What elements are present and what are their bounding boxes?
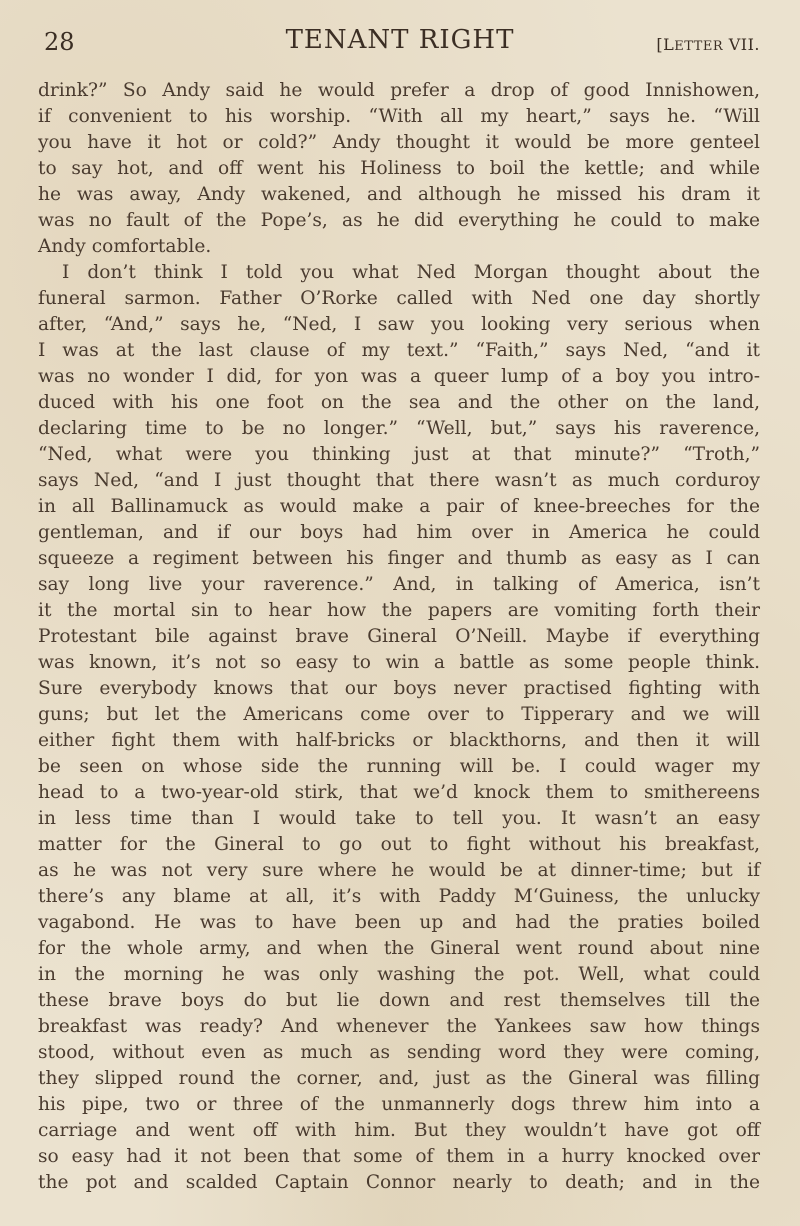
text-line: I don’t think I told you what Ned Morgan thought about the bbox=[62, 262, 760, 283]
text-line: be seen on whose side the running will be. I could wager my bbox=[38, 756, 760, 777]
text-line: if convenient to his worship. “With all my heart,” says he. “Will bbox=[38, 106, 760, 127]
text-line: duced with his one foot on the sea and the other on the land, bbox=[38, 392, 760, 413]
letter-reference bbox=[656, 34, 760, 58]
text-line: his pipe, two or three of the unmannerly dogs threw him into a bbox=[38, 1094, 760, 1115]
text-line: you have it hot or cold?” Andy thought it would be more genteel bbox=[38, 132, 760, 153]
text-line: stood, without even as much as sending word they were coming, bbox=[38, 1042, 760, 1063]
text-line: was no fault of the Pope’s, as he did everything he could to make bbox=[38, 210, 760, 231]
text-line: “Ned, what were you thinking just at that minute?” “Troth,” bbox=[38, 444, 760, 465]
text-line: in the morning he was only washing the pot. Well, what could bbox=[38, 964, 760, 985]
letter-ref-number: VII. bbox=[723, 35, 760, 54]
text-line: the pot and scalded Captain Connor nearly to death; and in the bbox=[38, 1172, 760, 1193]
text-line: he was away, Andy wakened, and although he missed his dram it bbox=[38, 184, 760, 205]
letter-ref-smallcaps: ETTER bbox=[674, 39, 724, 54]
text-line: matter for the Gineral to go out to fight without his breakfast, bbox=[38, 834, 760, 855]
text-line: squeeze a regiment between his finger and thumb as easy as I can bbox=[38, 548, 760, 569]
text-line: funeral sarmon. Father O’Rorke called with Ned one day shortly bbox=[38, 288, 760, 309]
text-line: in all Ballinamuck as would make a pair of knee-breeches for the bbox=[38, 496, 760, 517]
text-line: to say hot, and off went his Holiness to boil the kettle; and while bbox=[38, 158, 760, 179]
text-line: was known, it’s not so easy to win a battle as some people think. bbox=[38, 652, 760, 673]
text-line: Sure everybody knows that our boys never practised fighting with bbox=[38, 678, 760, 699]
text-line: gentleman, and if our boys had him over in America he could bbox=[38, 522, 760, 543]
text-line: these brave boys do but lie down and rest themselves till the bbox=[38, 990, 760, 1011]
text-line: drink?” So Andy said he would prefer a drop of good Innishowen, bbox=[38, 80, 760, 101]
text-line: I was at the last clause of my text.” “Faith,” says Ned, “and it bbox=[38, 340, 760, 361]
letter-ref-open: [L bbox=[656, 35, 675, 54]
page-header bbox=[40, 26, 760, 56]
text-line: either fight them with half-bricks or blackthorns, and then it will bbox=[38, 730, 760, 751]
text-line: breakfast was ready? And whenever the Yankees saw how things bbox=[38, 1016, 760, 1037]
body-text bbox=[38, 78, 760, 1196]
text-line: as he was not very sure where he would be at dinner-time; but if bbox=[38, 860, 760, 881]
text-line: carriage and went off with him. But they wouldn’t have got off bbox=[38, 1120, 760, 1141]
text-line: head to a two-year-old stirk, that we’d knock them to smithereens bbox=[38, 782, 760, 803]
text-line: Andy comfortable. bbox=[38, 236, 212, 257]
text-line: in less time than I would take to tell you. It wasn’t an easy bbox=[38, 808, 760, 829]
text-line: say long live your raverence.” And, in talking of America, isn’t bbox=[38, 574, 760, 595]
text-line: Protestant bile against brave Gineral O’Neill. Maybe if everything bbox=[38, 626, 760, 647]
text-line: guns; but let the Americans come over to Tipperary and we will bbox=[38, 704, 760, 725]
text-line: vagabond. He was to have been up and had the praties boiled bbox=[38, 912, 760, 933]
text-line: so easy had it not been that some of them in a hurry knocked over bbox=[38, 1146, 760, 1167]
text-line: for the whole army, and when the Gineral went round about nine bbox=[38, 938, 760, 959]
text-line: it the mortal sin to hear how the papers are vomiting forth their bbox=[38, 600, 760, 621]
text-line: says Ned, “and I just thought that there wasn’t as much corduroy bbox=[38, 470, 760, 491]
text-line: was no wonder I did, for yon was a queer lump of a boy you intro- bbox=[38, 366, 760, 387]
text-line: they slipped round the corner, and, just as the Gineral was filling bbox=[38, 1068, 760, 1089]
page-number: 28 bbox=[44, 28, 75, 56]
text-line: there’s any blame at all, it’s with Paddy M‘Guiness, the unlucky bbox=[38, 886, 760, 907]
text-line: declaring time to be no longer.” “Well, but,” says his raverence, bbox=[38, 418, 760, 439]
running-title: TENANT RIGHT bbox=[285, 25, 515, 55]
text-line: after, “And,” says he, “Ned, I saw you looking very serious when bbox=[38, 314, 760, 335]
